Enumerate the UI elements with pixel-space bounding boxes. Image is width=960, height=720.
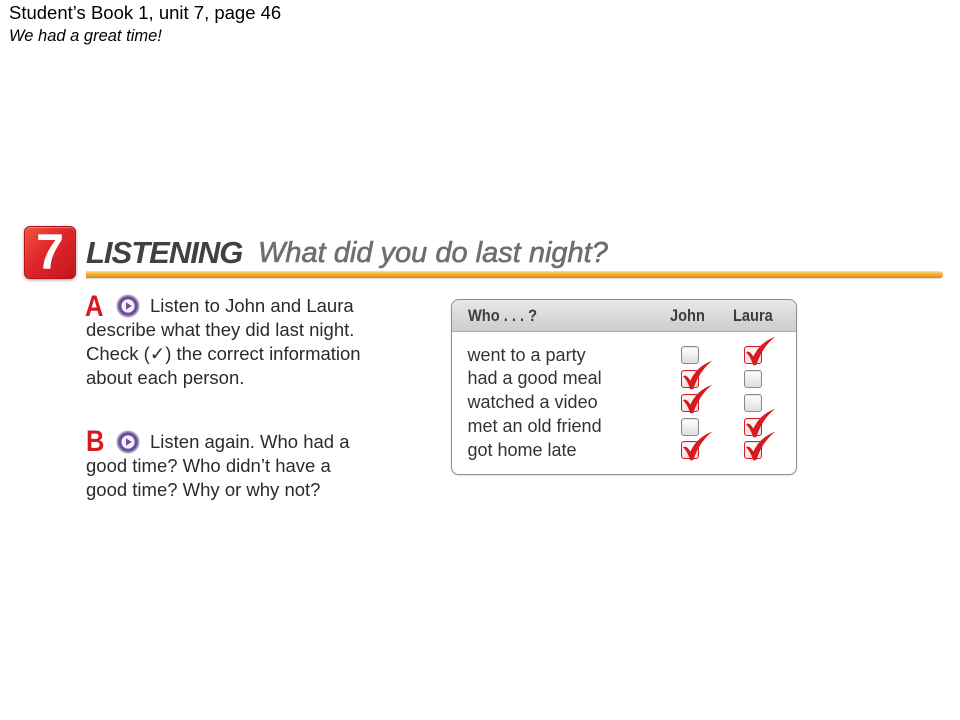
lesson-title: We had a great time! — [9, 27, 162, 45]
exercise-title: What did you do last night? — [258, 236, 608, 269]
task-b-line: Listen again. Who had a — [150, 431, 350, 452]
table-row — [468, 415, 788, 439]
task-a-line: about each person. — [86, 367, 245, 388]
column-header-laura: Laura — [732, 306, 773, 325]
laura-checkbox[interactable] — [744, 441, 762, 459]
task-b-line: good time? Who didn’t have a — [86, 455, 331, 476]
exercise-number-badge — [24, 226, 76, 279]
table-header — [452, 300, 796, 332]
task-a-line: Listen to John and Laura — [150, 295, 354, 316]
laura-checkbox[interactable] — [744, 370, 762, 388]
answer-table — [451, 299, 797, 475]
red-check-icon — [745, 431, 776, 461]
table-row — [468, 367, 788, 391]
column-header-john: John — [669, 306, 705, 325]
task-a-instructions — [85, 290, 386, 390]
red-check-icon — [682, 431, 713, 461]
book-reference: Student’s Book 1, unit 7, page 46 — [9, 2, 282, 23]
red-check-icon — [745, 336, 776, 366]
table-body — [468, 344, 788, 463]
task-letter-b: B — [86, 425, 105, 458]
table-row — [468, 391, 788, 415]
heading-underline-rule — [86, 271, 943, 278]
john-checkbox[interactable] — [681, 394, 699, 412]
exercise-skill-heading: LISTENING — [86, 235, 243, 270]
column-header-who: Who . . . ? — [467, 306, 537, 325]
laura-checkbox[interactable] — [744, 346, 762, 364]
table-row — [468, 344, 788, 368]
table-row — [468, 439, 788, 463]
john-checkbox[interactable] — [681, 441, 699, 459]
exercise-number: 7 — [36, 224, 64, 280]
red-check-icon — [682, 384, 713, 414]
row-label: got home late — [467, 439, 577, 460]
row-label: met an old friend — [467, 415, 602, 436]
task-letter-a: A — [85, 290, 104, 323]
task-a-line: describe what they did last night. — [86, 319, 355, 340]
task-b-instructions — [86, 430, 386, 502]
task-b-line: good time? Why or why not? — [86, 479, 321, 500]
row-label: had a good meal — [467, 368, 602, 389]
row-label: went to a party — [467, 344, 586, 365]
row-label: watched a video — [467, 392, 598, 412]
task-a-line: Check (✓) the correct information — [86, 343, 361, 364]
